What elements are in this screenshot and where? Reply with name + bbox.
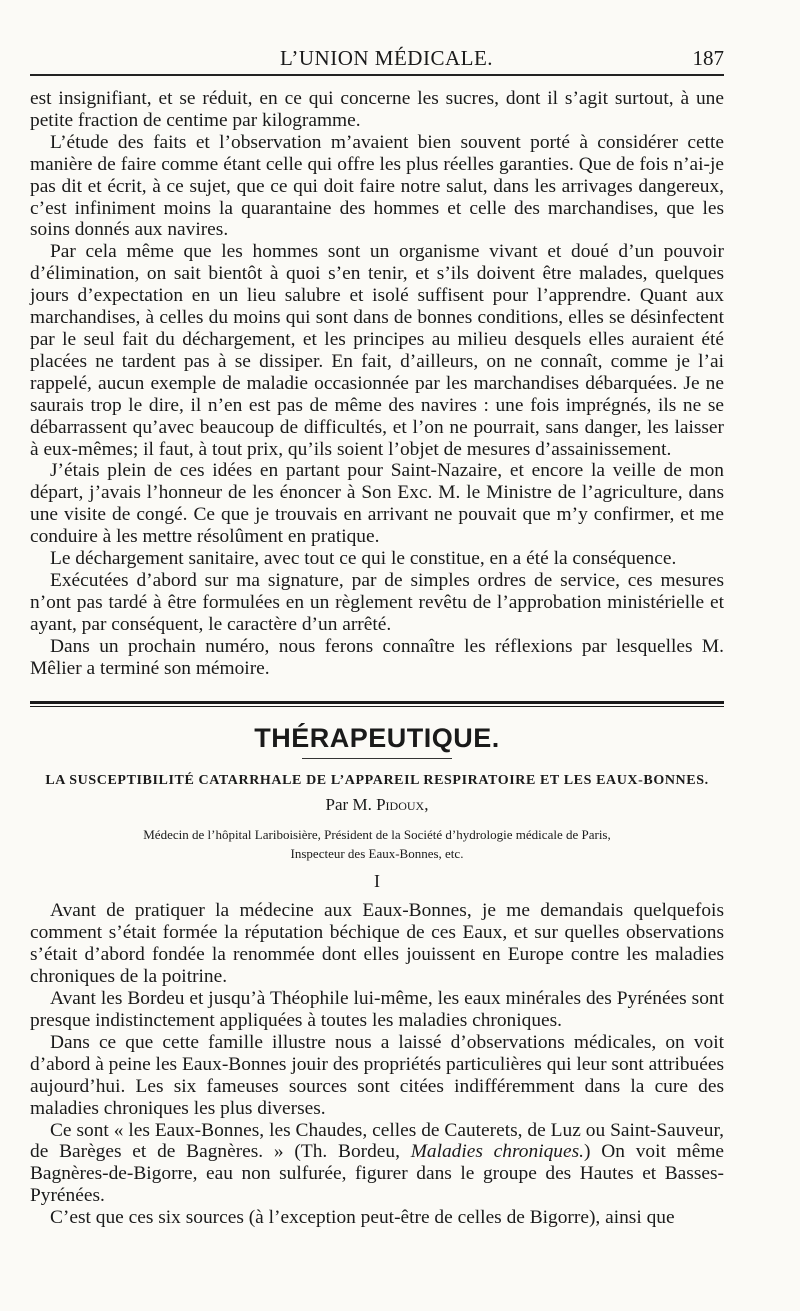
affiliation-line: Médecin de l’hôpital Lariboisière, Président de la Société d’hydrologie médicale de Paris, (143, 827, 611, 843)
paragraph: Le déchargement sanitaire, avec tout ce qui le constitue, en a été la conséquence. (50, 548, 677, 570)
byline-prefix: Par M. (325, 795, 372, 815)
paragraph: Dans un prochain numéro, nous ferons connaître les réflexions par lesquelles M. Mêlier a terminé son mémoire. (30, 635, 724, 679)
article-title: LA SUSCEPTIBILITÉ CATARRHALE DE L’APPAREIL RESPIRATOIRE ET LES EAUX-BONNES. (45, 773, 709, 789)
author-affiliation (30, 825, 724, 863)
heading-underline (302, 758, 452, 759)
paragraph: C’est que ces six sources (à l’exception peut-être de celles de Bigorre), ainsi que (50, 1207, 675, 1229)
paragraph: Exécutées d’abord sur ma signature, par de simples ordres de service, ces mesures n’ont pas tardé à être formulées en un règlement revêtu de l’approbation ministérielle et ayant, par conséquent, le caractère d’un arrêté. (30, 569, 724, 635)
paragraph: Dans ce que cette famille illustre nous a laissé d’observations médicales, on voit d’abord à peine les Eaux-Bonnes jouir des propriétés particulières qui leur sont attribuées aujourd’hui. Les six fameuses sources sont citées indifféremment dans la cure des maladies chroniques les plus diverses. (30, 1031, 724, 1119)
page (30, 40, 724, 1229)
paragraph: Avant de pratiquer la médecine aux Eaux-Bonnes, je me demandais quelquefois comment s’était formée la réputation béchique de ces Eaux, et sur quelles observations s’était d’abord fondée la renommée dont elles jouissent en Europe contre les maladies chroniques de la poitrine. (30, 900, 724, 988)
section-divider (30, 701, 724, 707)
quote-text: Ce sont « les Eaux-Bonnes, les Chaudes, celles de Cauterets, de Luz ou Saint-Sauveur, de Barèges et de Bagnères. » (Th. Bordeu, (30, 1119, 724, 1163)
paragraph: Par cela même que les hommes sont un organisme vivant et doué d’un pouvoir d’élimination, on sait bientôt à quoi s’en tenir, et s’ils doivent être malades, quelques jours d’expectation en un lieu salubre et isolé suffisent pour l’apprendre. Quant aux marchandises, à celles du moins qui sont dans de bonnes conditions, elles se désinfectent par le seul fait du déchargement, et les principes au milieu desquels elles auraient été placées ne tardent pas à se dissiper. En fait, d’ailleurs, on ne connaît, comme je l’ai rappelé, aucun exemple de maladie occasionnée par les marchandises débarquées. Je ne saurais trop le dire, il n’en est pas de même des navires : une fois imprégnés, ils ne se débarrassent qu’avec beaucoup de difficultés, et l’on ne pourrait, sans danger, les laisser à eux-mêmes; il faut, à tout prix, qu’ils soient l’objet de mesures d’assainissement. (30, 241, 724, 460)
affiliation-line: Inspecteur des Eaux-Bonnes, etc. (290, 846, 464, 862)
quote-text: ) On voit même Bagnères-de-Bigorre, eau non sulfurée, figurer dans le groupe des Hautes et Basses-Pyrénées. (30, 1141, 725, 1207)
paragraph: J’étais plein de ces idées en partant pour Saint-Nazaire, et encore la veille de mon départ, j’avais l’honneur de les énoncer à Son Exc. M. le Ministre de l’agriculture, dans une visite de congé. Ce que je trouvais en arrivant ne pouvait que m’y confirmer, et me conduire à les mettre résolûment en pratique. (30, 460, 724, 548)
page-number: 187 (692, 46, 724, 70)
byline: Par M. Pidoux, (325, 795, 429, 815)
paragraph-with-citation (30, 1120, 724, 1208)
part-numeral: I (374, 871, 380, 892)
header-rule (30, 74, 724, 76)
paragraph-continuation: est insignifiant, et se réduit, en ce qui concerne les sucres, dont il s’agit surtout, à une petite fraction de centime par kilogramme. (30, 88, 724, 131)
cited-work-title: Maladies chroniques. (410, 1141, 584, 1163)
paragraph: Avant les Bordeu et jusqu’à Théophile lui-même, les eaux minérales des Pyrénées sont presque indistinctement appliquées à toutes les maladies chroniques. (30, 988, 724, 1031)
section-heading: THÉRAPEUTIQUE. (254, 723, 500, 754)
paragraph: L’étude des faits et l’observation m’avaient bien souvent porté à considérer cette manière de faire comme étant celle qui offre les plus réelles garanties. Que de fois n’ai-je pas dit et écrit, à ce sujet, que ce qui doit faire notre salut, dans les arrivages dangereux, c’est infiniment moins la quarantaine des hommes et celle des marchandises, que les soins donnés aux navires. (30, 131, 724, 241)
running-title: L’UNION MÉDICALE. (280, 46, 494, 70)
author-name: Pidoux (376, 795, 425, 815)
running-head (30, 40, 724, 74)
